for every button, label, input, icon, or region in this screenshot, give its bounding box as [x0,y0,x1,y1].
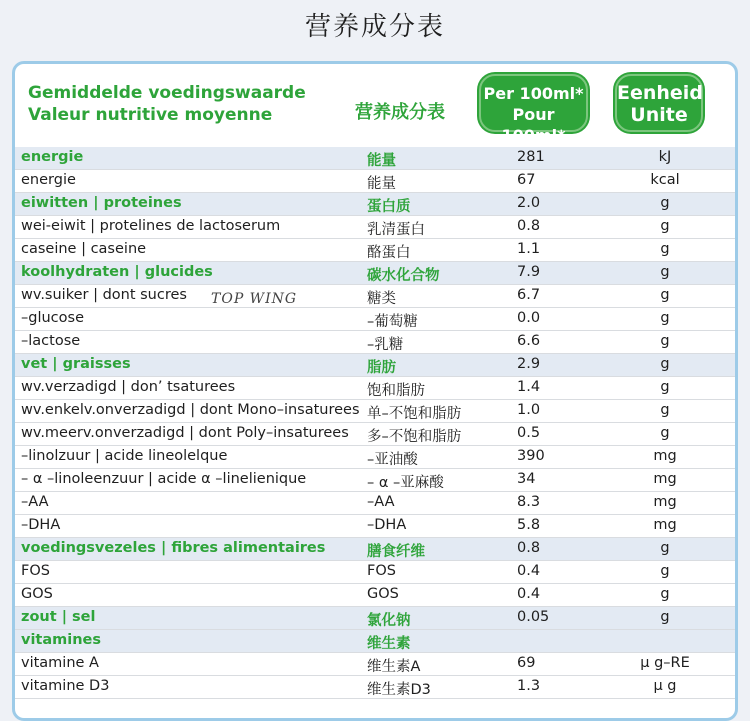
row-name-cn: 维生素A [367,659,421,675]
row-value: 34 [517,471,536,487]
table-row [15,515,735,538]
table-row [15,584,735,607]
row-unit: mg [653,517,677,533]
row-value: 0.0 [517,310,541,326]
row-value: 7.9 [517,264,541,280]
table-row [15,377,735,400]
row-unit: g [660,356,670,372]
row-name: FOS [21,563,50,579]
row-value: 5.8 [517,517,541,533]
table-row [15,653,735,676]
table-row [15,216,735,239]
table-row [15,561,735,584]
row-value: 1.3 [517,678,541,694]
table-row [15,308,735,331]
row-name-cn: 氯化钠 [367,613,411,629]
row-name-cn: 碳水化合物 [367,268,440,284]
row-value: 67 [517,172,536,188]
row-unit: mg [653,494,677,510]
row-unit: g [660,402,670,418]
row-name: wv.enkelv.onverzadigd | dont Mono–insaturees [21,402,360,418]
row-name-cn: 单–不饱和脂肪 [367,406,462,422]
row-name-cn: –DHA [367,517,407,533]
row-name-cn: 酪蛋白 [367,245,411,261]
row-name-cn: 能量 [367,153,396,169]
row-unit: g [660,563,670,579]
row-value: 0.05 [517,609,550,625]
table-row [15,331,735,354]
row-name: –lactose [21,333,81,349]
row-name: eiwitten | proteines [21,195,182,211]
row-name: –linolzuur | acide lineolelque [21,448,228,464]
row-name-cn: 乳清蛋白 [367,222,425,238]
row-name: koolhydraten | glucides [21,264,213,280]
row-name: – α –linoleenzuur | acide α –linelienique [21,471,307,487]
row-name-cn: 饱和脂肪 [367,383,425,399]
row-name: –DHA [21,517,61,533]
nutrition-rows [15,147,735,699]
row-name-cn: GOS [367,586,399,602]
row-name: GOS [21,586,53,602]
per-100ml-badge [479,74,588,145]
header-nl-label: Gemiddelde voedingswaarde [28,83,306,103]
row-name: vitamine A [21,655,99,671]
row-name-cn: 维生素D3 [367,682,431,698]
table-row [15,676,735,699]
row-name: wv.meerv.onverzadigd | dont Poly–insaturees [21,425,349,441]
category-row [15,354,735,377]
row-name-cn: 维生素 [367,636,411,652]
row-name: –glucose [21,310,84,326]
row-name: wei-eiwit | protelines de lactoserum [21,218,281,234]
row-value: 0.8 [517,218,541,234]
row-name: caseine | caseine [21,241,147,257]
row-name: vitamines [21,632,102,648]
row-unit: g [660,586,670,602]
row-name-cn: – α –亚麻酸 [367,475,444,491]
table-row [15,469,735,492]
row-name-cn: –AA [367,494,395,510]
table-row [15,400,735,423]
row-value: 8.3 [517,494,541,510]
row-unit: mg [653,471,677,487]
row-name-cn: 脂肪 [367,360,396,376]
row-value: 390 [517,448,545,464]
row-name-cn: FOS [367,563,396,579]
row-unit: g [660,333,670,349]
category-row [15,147,735,170]
unit-label-nl: Eenheid [617,82,703,104]
table-row [15,423,735,446]
row-unit: μ g–RE [640,655,690,671]
row-name: vet | graisses [21,356,131,372]
row-unit: kJ [658,149,672,165]
row-unit: g [660,264,670,280]
row-unit: g [660,287,670,303]
row-name: –AA [21,494,49,510]
header-fr-label: Valeur nutritive moyenne [28,105,273,125]
row-name-cn: 糖类 [367,291,396,307]
row-name-cn: –葡萄糖 [367,314,418,330]
category-row [15,607,735,630]
row-value: 1.0 [517,402,541,418]
row-name: wv.suiker | dont sucres [21,287,187,303]
row-unit: mg [653,448,677,464]
header-cn-label: 营养成分表 [355,102,445,123]
row-name-cn: 膳食纤维 [367,544,425,560]
table-row [15,285,735,308]
row-value: 6.6 [517,333,541,349]
row-value: 1.1 [517,241,541,257]
unit-badge [615,74,703,132]
row-unit: g [660,241,670,257]
row-unit: g [660,195,670,211]
row-value: 2.9 [517,356,541,372]
row-name-cn: –亚油酸 [367,452,418,468]
row-value: 2.0 [517,195,541,211]
row-value: 69 [517,655,536,671]
row-name: zout | sel [21,609,96,625]
table-row [15,170,735,193]
row-value: 6.7 [517,287,541,303]
row-name: vitamine D3 [21,678,110,694]
row-unit: g [660,310,670,326]
table-row [15,492,735,515]
watermark: TOP WING [211,291,298,307]
row-value: 1.4 [517,379,541,395]
category-row [15,630,735,653]
row-name-cn: 多–不饱和脂肪 [367,429,462,445]
row-name-cn: –乳糖 [367,337,404,353]
table-header-labels [28,82,306,126]
row-unit: g [660,425,670,441]
row-name: voedingsvezeles | fibres alimentaires [21,540,326,556]
page-title: 营养成分表 [304,12,445,42]
category-row [15,538,735,561]
row-value: 0.4 [517,586,541,602]
per-100ml-nl: Per 100ml* [483,84,584,103]
row-name-cn: 能量 [367,176,396,192]
row-name: energie [21,149,84,165]
row-unit: g [660,540,670,556]
row-unit: g [660,218,670,234]
table-row [15,446,735,469]
per-100ml-fr: Pour 100ml* [501,105,566,145]
row-unit: g [660,609,670,625]
row-value: 0.4 [517,563,541,579]
row-value: 281 [517,149,545,165]
row-unit: kcal [650,172,680,188]
row-value: 0.8 [517,540,541,556]
category-row [15,193,735,216]
row-unit: g [660,379,670,395]
category-row [15,262,735,285]
row-value: 0.5 [517,425,541,441]
nutrition-table-card [12,61,738,721]
row-name: energie [21,172,76,188]
row-name: wv.verzadigd | don’ tsaturees [21,379,236,395]
unit-label-fr: Unite [630,104,688,126]
row-unit: μ g [653,678,677,694]
row-name-cn: 蛋白质 [367,199,411,215]
table-row [15,239,735,262]
